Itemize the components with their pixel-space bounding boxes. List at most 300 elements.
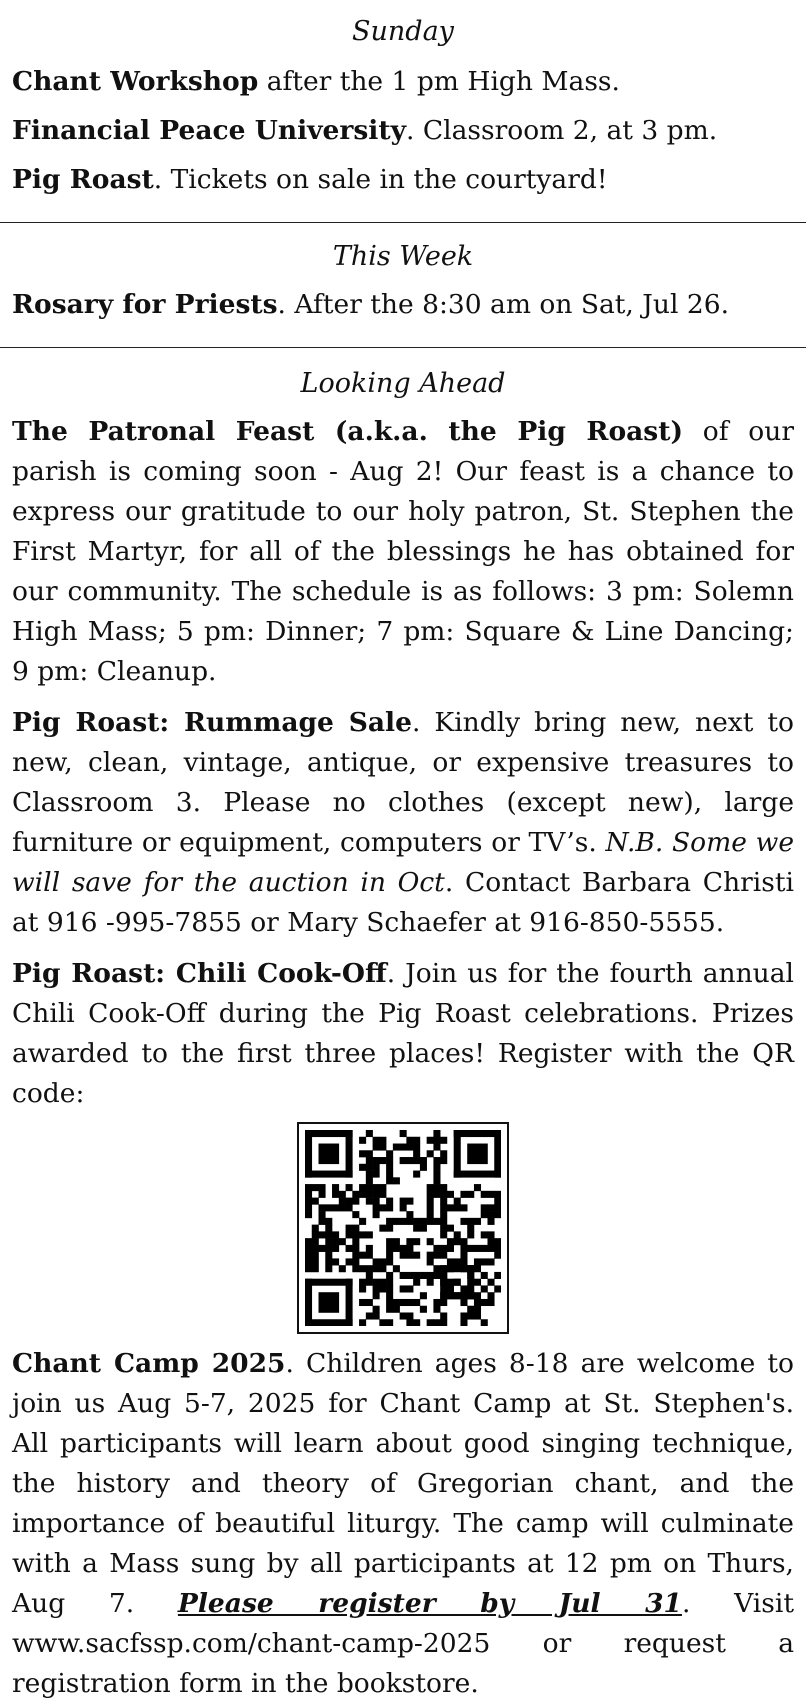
qr-module — [427, 1279, 434, 1286]
qr-module — [487, 1258, 494, 1265]
qr-module — [406, 1245, 413, 1252]
qr-module — [366, 1130, 373, 1137]
qr-module — [352, 1211, 359, 1218]
qr-module — [406, 1218, 413, 1225]
qr-module — [352, 1231, 359, 1238]
qr-module — [460, 1191, 467, 1198]
qr-module — [379, 1258, 386, 1265]
qr-module — [400, 1285, 407, 1292]
qr-module — [386, 1292, 393, 1299]
qr-module — [366, 1312, 373, 1319]
qr-module — [379, 1191, 386, 1198]
qr-module — [413, 1319, 420, 1326]
qr-module — [413, 1279, 420, 1286]
qr-module — [433, 1299, 440, 1306]
qr-module — [325, 1252, 332, 1259]
qr-module — [420, 1218, 427, 1225]
qr-module — [487, 1292, 494, 1299]
this-week-item-rosary — [12, 285, 794, 325]
qr-module — [413, 1171, 420, 1178]
qr-module — [379, 1279, 386, 1286]
qr-module — [305, 1279, 353, 1286]
chant-camp-paragraph — [12, 1344, 794, 1704]
qr-module — [332, 1191, 339, 1198]
qr-module — [339, 1238, 346, 1245]
qr-module — [467, 1218, 474, 1225]
item-title: Pig Roast: Rummage Sale — [12, 707, 412, 738]
qr-module — [420, 1292, 427, 1299]
qr-module — [366, 1245, 373, 1252]
qr-module — [400, 1218, 407, 1225]
qr-module — [366, 1177, 373, 1184]
qr-module — [481, 1191, 488, 1198]
qr-module — [440, 1265, 447, 1299]
qr-module — [460, 1299, 467, 1306]
qr-module — [413, 1137, 420, 1144]
qr-module — [447, 1285, 454, 1292]
qr-module — [487, 1204, 494, 1211]
chili-cookoff-paragraph — [12, 954, 794, 1114]
qr-module — [393, 1177, 400, 1184]
qr-module — [346, 1245, 353, 1252]
qr-module — [433, 1144, 440, 1151]
qr-module — [454, 1171, 501, 1178]
qr-module — [319, 1245, 326, 1252]
qr-module — [373, 1164, 380, 1171]
qr-module — [481, 1272, 488, 1279]
qr-module — [366, 1252, 373, 1259]
qr-module — [454, 1231, 461, 1238]
qr-module — [379, 1144, 386, 1151]
qr-module — [460, 1258, 467, 1265]
qr-code-graphic — [305, 1130, 501, 1326]
qr-module — [366, 1272, 373, 1279]
qr-module — [474, 1306, 481, 1313]
qr-module — [373, 1157, 380, 1164]
qr-module — [386, 1252, 393, 1259]
qr-module — [481, 1258, 488, 1265]
qr-module — [386, 1299, 393, 1306]
patronal-feast-paragraph — [12, 412, 794, 692]
qr-module — [386, 1272, 393, 1279]
qr-module — [406, 1252, 413, 1259]
qr-module — [366, 1279, 373, 1286]
qr-module — [447, 1245, 454, 1252]
qr-module — [400, 1157, 407, 1164]
qr-module — [305, 1258, 312, 1265]
qr-module — [386, 1198, 393, 1205]
qr-module — [487, 1211, 494, 1218]
qr-module — [447, 1238, 454, 1245]
qr-module — [393, 1265, 400, 1272]
qr-module — [386, 1171, 393, 1178]
qr-module — [440, 1198, 447, 1205]
qr-module — [440, 1137, 447, 1144]
qr-module — [379, 1319, 386, 1326]
qr-module — [312, 1238, 319, 1245]
qr-module — [406, 1312, 413, 1319]
qr-module — [332, 1238, 339, 1245]
qr-module — [494, 1204, 501, 1211]
qr-module — [312, 1225, 319, 1232]
qr-module — [413, 1157, 420, 1164]
qr-module — [454, 1198, 461, 1205]
qr-module — [474, 1312, 481, 1319]
qr-module — [352, 1252, 359, 1259]
looking-ahead-section — [0, 348, 806, 1704]
qr-module — [433, 1137, 440, 1144]
qr-module — [467, 1265, 474, 1299]
qr-module — [346, 1130, 353, 1178]
qr-module — [373, 1171, 380, 1178]
qr-module — [420, 1164, 427, 1171]
qr-module — [319, 1204, 326, 1211]
sunday-item-financial-peace — [12, 111, 794, 151]
qr-module — [481, 1299, 488, 1306]
qr-module — [447, 1204, 454, 1211]
qr-module — [359, 1252, 366, 1259]
sunday-section — [0, 0, 806, 200]
qr-module — [433, 1252, 440, 1259]
qr-module — [305, 1211, 312, 1218]
qr-module — [406, 1211, 413, 1218]
qr-module — [319, 1218, 326, 1225]
qr-module — [427, 1218, 434, 1225]
qr-container — [12, 1122, 794, 1334]
qr-module — [339, 1265, 346, 1272]
item-title: Financial Peace University — [12, 115, 407, 146]
qr-module — [312, 1184, 319, 1191]
qr-module — [454, 1238, 461, 1245]
qr-module — [373, 1144, 380, 1151]
qr-module — [332, 1231, 339, 1238]
qr-module — [359, 1279, 366, 1286]
qr-module — [433, 1265, 440, 1272]
qr-module — [319, 1191, 326, 1198]
nb-note: N.B. Some we will save for the auction in Oct — [12, 827, 795, 898]
qr-module — [359, 1184, 366, 1191]
qr-module — [400, 1252, 407, 1259]
qr-module — [332, 1184, 339, 1191]
qr-module — [400, 1144, 407, 1151]
qr-module — [393, 1245, 400, 1252]
qr-module — [400, 1245, 407, 1252]
qr-module — [305, 1279, 312, 1326]
qr-module — [373, 1312, 380, 1319]
qr-module — [332, 1204, 339, 1211]
qr-module — [346, 1258, 353, 1265]
qr-module — [433, 1171, 440, 1178]
qr-module — [359, 1285, 366, 1292]
item-title: Chant Workshop — [12, 66, 259, 97]
qr-module — [312, 1198, 319, 1205]
qr-module — [433, 1184, 440, 1191]
qr-module — [413, 1299, 420, 1306]
qr-module — [373, 1285, 380, 1292]
qr-module — [373, 1191, 380, 1198]
item-text: . Contact Barbara Christi at 916 -995-7855 or Mary Schaefer at 916-850-5555. — [12, 867, 794, 938]
qr-module — [359, 1299, 366, 1306]
qr-module — [312, 1252, 319, 1259]
qr-module — [494, 1252, 501, 1259]
qr-module — [440, 1150, 447, 1157]
qr-module — [474, 1265, 481, 1272]
qr-module — [352, 1238, 359, 1245]
qr-module — [460, 1319, 467, 1326]
item-title: Pig Roast: Chili Cook-Off — [12, 958, 387, 989]
qr-module — [400, 1299, 407, 1306]
qr-module — [325, 1231, 332, 1238]
qr-module — [339, 1198, 346, 1205]
qr-module — [379, 1225, 386, 1232]
qr-module — [460, 1312, 467, 1319]
qr-module — [400, 1312, 407, 1319]
qr-module — [386, 1164, 393, 1171]
qr-module — [494, 1130, 501, 1178]
register-deadline-link[interactable]: Please register by Jul 31 — [177, 1588, 682, 1619]
item-text: . Kindly bring new, next to new, clean, vintage, antique, or expensive treasures to Classroom 3. Please no clothes (except new), large furniture or equipment, computers or TV’s. — [12, 707, 794, 858]
qr-module — [386, 1238, 393, 1245]
qr-module — [487, 1238, 494, 1245]
qr-module — [352, 1245, 359, 1252]
qr-module — [447, 1225, 454, 1232]
qr-module — [427, 1184, 434, 1191]
qr-module — [474, 1245, 481, 1252]
qr-module — [433, 1319, 440, 1326]
qr-module — [305, 1252, 312, 1259]
qr-module — [325, 1204, 332, 1211]
qr-module — [393, 1218, 400, 1225]
qr-module — [433, 1164, 440, 1171]
qr-module — [305, 1198, 312, 1205]
qr-module — [352, 1191, 359, 1198]
qr-module — [359, 1137, 366, 1144]
qr-module — [305, 1191, 312, 1198]
qr-module — [366, 1150, 373, 1157]
qr-module — [440, 1157, 447, 1164]
qr-module — [325, 1265, 332, 1272]
item-title: The Patronal Feast (a.k.a. the Pig Roast) — [12, 416, 683, 447]
qr-module — [481, 1319, 488, 1326]
qr-module — [467, 1144, 488, 1165]
qr-module — [373, 1306, 380, 1313]
qr-module — [366, 1198, 373, 1205]
qr-module — [460, 1285, 467, 1292]
qr-module — [440, 1225, 447, 1232]
qr-module — [433, 1272, 440, 1279]
qr-module — [386, 1285, 393, 1292]
qr-module — [433, 1191, 440, 1198]
qr-module — [427, 1238, 434, 1245]
qr-module — [467, 1306, 474, 1313]
qr-module — [454, 1130, 461, 1178]
qr-module — [359, 1164, 366, 1171]
qr-module — [319, 1292, 340, 1313]
qr-module — [393, 1144, 400, 1151]
qr-module — [346, 1279, 353, 1326]
item-text: . Classroom 2, at 3 pm. — [406, 115, 718, 146]
qr-module — [433, 1245, 440, 1252]
qr-module — [359, 1218, 366, 1225]
qr-module — [393, 1238, 400, 1245]
qr-module — [352, 1258, 359, 1265]
qr-module — [406, 1319, 413, 1326]
qr-module — [460, 1204, 467, 1211]
qr-module — [319, 1144, 340, 1165]
qr-module — [433, 1218, 440, 1225]
qr-module — [379, 1184, 386, 1191]
qr-module — [319, 1211, 326, 1218]
qr-module — [319, 1184, 326, 1191]
looking-ahead-heading: Looking Ahead — [300, 368, 506, 399]
qr-module — [359, 1265, 366, 1272]
qr-module — [406, 1198, 413, 1205]
qr-module — [400, 1204, 407, 1211]
qr-module — [373, 1198, 380, 1205]
qr-module — [366, 1299, 373, 1306]
item-text: after the 1 pm High Mass. — [258, 66, 620, 97]
qr-module — [427, 1252, 434, 1259]
qr-module — [481, 1245, 488, 1252]
qr-module — [366, 1231, 373, 1238]
qr-module — [467, 1225, 474, 1232]
qr-module — [400, 1198, 407, 1205]
qr-module — [325, 1225, 332, 1232]
qr-module — [487, 1299, 494, 1306]
item-title: Rosary for Priests — [12, 289, 278, 320]
qr-module — [386, 1319, 393, 1326]
qr-module — [386, 1218, 393, 1225]
item-text: . After the 8:30 am on Sat, Jul 26. — [277, 289, 730, 320]
qr-module — [325, 1258, 332, 1265]
qr-module — [474, 1299, 481, 1306]
qr-module — [386, 1279, 393, 1286]
qr-module — [346, 1225, 353, 1232]
item-text: . Children ages 8-18 are welcome to join us Aug 5-7, 2025 for Chant Camp at St. Stephen's. All participants will learn about good singing technique, the history and theory of Gregorian chant, and the importance of beautiful liturgy. The camp will culminate with a Mass sung by all participants at 12 pm on Thurs, Aug 7. — [12, 1348, 794, 1619]
rummage-sale-paragraph — [12, 703, 794, 943]
qr-module — [474, 1279, 481, 1286]
qr-module — [440, 1204, 447, 1211]
qr-module — [332, 1245, 339, 1252]
qr-module — [487, 1245, 494, 1252]
qr-module — [359, 1319, 366, 1326]
qr-module — [440, 1252, 447, 1259]
qr-module — [359, 1150, 366, 1157]
qr-module — [406, 1157, 413, 1164]
qr-module — [352, 1265, 359, 1272]
qr-module — [406, 1285, 413, 1292]
qr-module — [413, 1252, 420, 1259]
qr-module — [433, 1157, 440, 1164]
qr-module — [393, 1299, 400, 1306]
this-week-section — [0, 223, 806, 325]
qr-module — [305, 1238, 312, 1245]
qr-module — [440, 1184, 447, 1191]
qr-module — [325, 1218, 332, 1225]
qr-module — [319, 1231, 326, 1238]
qr-module — [386, 1157, 393, 1164]
qr-module — [325, 1238, 332, 1245]
qr-module — [433, 1130, 440, 1137]
qr-module — [474, 1292, 481, 1299]
qr-module — [487, 1279, 494, 1286]
qr-module — [481, 1211, 488, 1218]
qr-module — [494, 1272, 501, 1279]
qr-module — [447, 1258, 454, 1265]
qr-module — [379, 1285, 386, 1292]
qr-module — [427, 1191, 434, 1198]
qr-module — [379, 1265, 386, 1272]
qr-module — [305, 1204, 312, 1211]
qr-module — [373, 1137, 380, 1144]
qr-module — [460, 1252, 467, 1259]
qr-module — [373, 1279, 380, 1286]
item-text: . Tickets on sale in the courtyard! — [153, 164, 608, 195]
this-week-heading: This Week — [332, 241, 474, 272]
qr-module — [481, 1204, 488, 1211]
qr-module — [366, 1265, 373, 1272]
qr-module — [481, 1231, 488, 1238]
qr-module — [487, 1191, 494, 1198]
qr-module — [433, 1177, 440, 1184]
qr-module — [433, 1306, 440, 1313]
qr-module — [400, 1272, 407, 1279]
qr-module — [420, 1157, 427, 1164]
qr-module — [427, 1204, 434, 1211]
qr-module — [413, 1238, 420, 1245]
qr-module — [427, 1198, 434, 1205]
qr-module — [305, 1184, 312, 1191]
item-text: of our parish is coming soon - Aug 2! Our feast is a chance to express our gratitude to our holy patron, St. Stephen the First Martyr, for all of the blessings he has obtained for our community. The schedule is as follows: 3 pm: Solemn High Mass; 5 pm: Dinner; 7 pm: Square & Line Dancing; 9 pm: Cleanup. — [12, 416, 794, 687]
qr-module — [467, 1312, 474, 1319]
qr-module — [379, 1137, 386, 1144]
qr-module — [460, 1238, 467, 1245]
qr-module — [494, 1245, 501, 1252]
qr-module — [440, 1245, 447, 1252]
qr-module — [373, 1211, 380, 1218]
qr-module — [481, 1285, 488, 1292]
qr-module — [474, 1184, 481, 1191]
qr-module — [305, 1130, 312, 1178]
qr-module — [346, 1184, 353, 1191]
qr-module — [440, 1312, 447, 1319]
qr-module — [447, 1191, 454, 1198]
qr-module — [406, 1272, 413, 1279]
qr-module — [366, 1184, 373, 1191]
qr-module — [440, 1319, 447, 1326]
qr-module — [467, 1245, 474, 1252]
qr-module — [332, 1258, 339, 1265]
qr-module — [366, 1157, 373, 1164]
qr-module — [427, 1319, 434, 1326]
qr-module — [393, 1306, 400, 1313]
qr-module — [427, 1211, 434, 1218]
qr-module — [386, 1258, 393, 1265]
qr-module — [440, 1231, 447, 1238]
qr-module — [379, 1204, 386, 1211]
qr-module — [305, 1171, 353, 1178]
item-title: Chant Camp 2025 — [12, 1348, 286, 1379]
qr-module — [406, 1144, 413, 1151]
item-title: Pig Roast — [12, 164, 154, 195]
qr-module — [413, 1150, 420, 1157]
item-text: . Join us for the fourth annual Chili Cook-Off during the Pig Roast celebrations. Prizes awarded to the first three places! Register with the QR code: — [12, 958, 794, 1109]
qr-module — [494, 1211, 501, 1218]
qr-module — [359, 1231, 366, 1238]
qr-module — [386, 1150, 393, 1157]
qr-code-icon[interactable] — [297, 1122, 509, 1334]
qr-module — [474, 1218, 481, 1225]
